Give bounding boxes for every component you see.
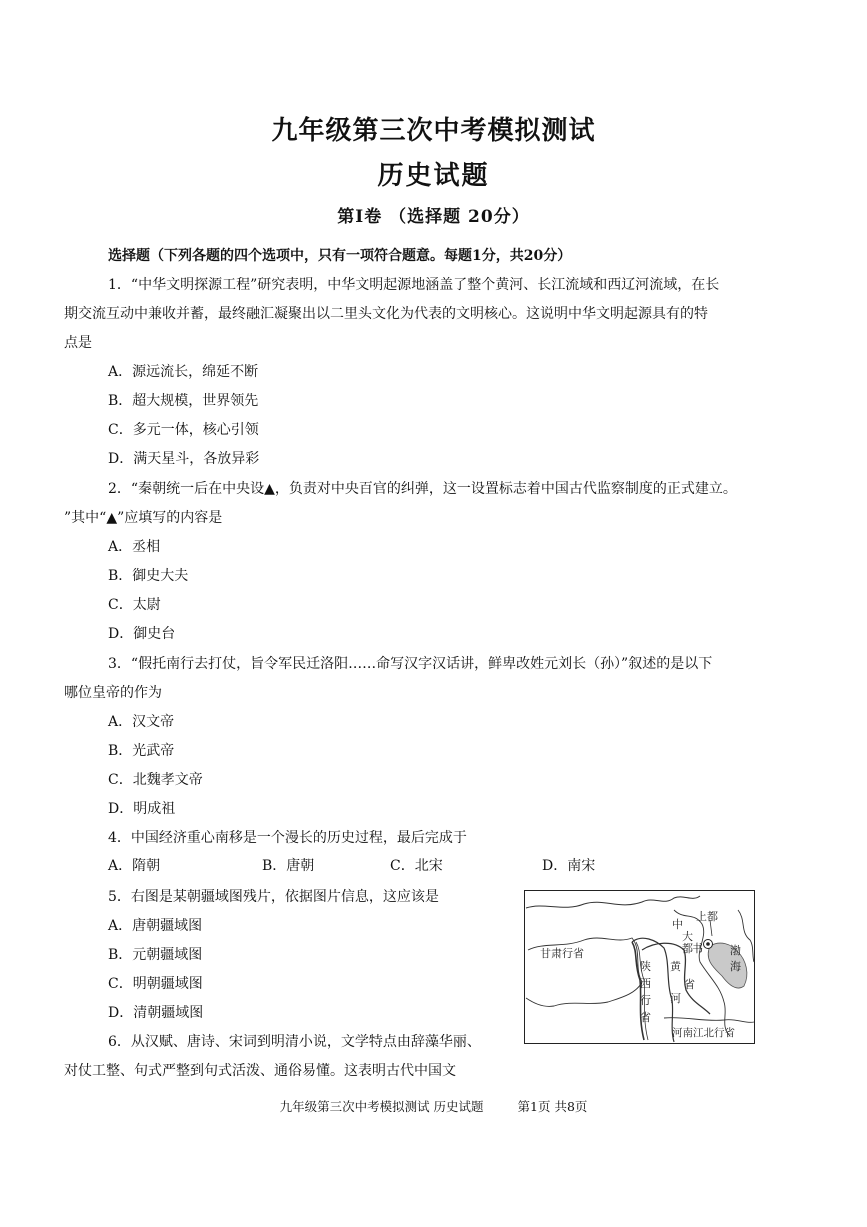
q1-option-c: C．多元一体，核心引领 <box>108 422 259 438</box>
q5-option-b: B．元朝疆域图 <box>108 947 203 963</box>
q1-option-b: B．超大规模，世界领先 <box>108 393 259 409</box>
q5-stem: 5．右图是某朝疆域图残片，依据图片信息，这应该是 <box>108 889 439 905</box>
q6-stem-line1: 6．从汉赋、唐诗、宋词到明清小说，文学特点由辞藻华丽、 <box>108 1034 481 1050</box>
exam-title: 九年级第三次中考模拟测试 <box>271 116 596 146</box>
label-bohai-1: 渤 <box>730 944 741 957</box>
q6-stem-line2: 对仗工整、句式严整到句式活泼、通俗易懂。这表明古代中国文 <box>64 1063 456 1079</box>
q3-option-b: B．光武帝 <box>108 743 175 759</box>
q3-option-a: A．汉文帝 <box>108 714 175 730</box>
territory-map-figure <box>524 890 755 1044</box>
q1-stem-line3: 点是 <box>64 335 92 351</box>
q2-stem-line2: ”其中“▲”应填写的内容是 <box>64 510 223 526</box>
footer-page-number: 第1页 共8页 <box>517 1099 588 1114</box>
footer-exam-name: 九年级第三次中考模拟测试 历史试题 <box>279 1099 484 1114</box>
q1-option-d: D．满天星斗，各放异彩 <box>108 451 260 467</box>
section-heading: 第Ⅰ卷 （选择题 20分） <box>337 207 530 227</box>
instruction: 选择题（下列各题的四个选项中，只有一项符合题意。每题1分，共20分） <box>108 248 572 264</box>
label-shaanxi-2: 西 <box>640 977 651 990</box>
q4-stem: 4．中国经济重心南移是一个漫长的历史过程，最后完成于 <box>108 830 467 846</box>
label-gansu: 甘肃行省 <box>540 947 584 960</box>
label-zhongshu-1: 中 <box>672 918 683 931</box>
q1-stem-line1: 1．“中华文明探源工程”研究表明，中华文明起源地涵盖了整个黄河、长江流域和西辽河流域，在长 <box>108 277 720 293</box>
q5-option-d: D．清朝疆域图 <box>108 1005 204 1021</box>
q2-option-b: B．御史大夫 <box>108 568 189 584</box>
q2-option-a: A．丞相 <box>108 539 161 555</box>
label-shaanxi-3: 行 <box>640 994 651 1007</box>
label-huanghe-2: 河 <box>670 992 681 1005</box>
label-zhongshu-3: 省 <box>684 978 695 991</box>
q1-stem-line2: 期交流互动中兼收并蓄，最终融汇凝聚出以二里头文化为代表的文明核心。这说明中华文明起源具有的特 <box>64 306 708 322</box>
q5-option-c: C．明朝疆域图 <box>108 976 203 992</box>
q3-stem-line1: 3．“假托南行去打仗，旨令军民迁洛阳……命写汉字汉话讲，鲜卑改姓元刘长（孙）”叙述的是以下 <box>108 656 713 672</box>
q3-option-d: D．明成祖 <box>108 801 176 817</box>
q2-option-c: C．太尉 <box>108 597 161 613</box>
label-bohai-2: 海 <box>730 960 741 973</box>
q4-option-b: B．唐朝 <box>262 858 315 874</box>
q4-option-c: C．北宋 <box>390 858 443 874</box>
q3-option-c: C．北魏孝文帝 <box>108 772 203 788</box>
label-dadu-1: 大 <box>682 930 693 943</box>
label-huanghe-1: 黄 <box>670 960 681 973</box>
q4-option-a: A．隋朝 <box>108 858 161 874</box>
q5-option-a: A．唐朝疆域图 <box>108 918 203 934</box>
label-shangdu: 上都 <box>696 910 718 923</box>
q1-option-a: A．源远流长，绵延不断 <box>108 364 259 380</box>
label-shaanxi-1: 陕 <box>640 960 651 973</box>
page-footer <box>0 1097 867 1115</box>
label-henan: 河南江北行省 <box>672 1027 735 1039</box>
label-shaanxi-4: 省 <box>640 1011 651 1024</box>
exam-subject: 历史试题 <box>377 161 490 191</box>
label-zhongshu-2: 书 <box>692 942 703 955</box>
q3-stem-line2: 哪位皇帝的作为 <box>64 685 162 701</box>
q4-option-d: D．南宋 <box>542 858 596 874</box>
q2-option-d: D．御史台 <box>108 626 176 642</box>
q2-stem-line1: 2．“秦朝统一后在中央设▲，负责对中央百官的纠弹，这一设置标志着中国古代监察制度的正式建立。 <box>108 481 737 497</box>
label-dadu-2: 都 <box>682 942 693 955</box>
